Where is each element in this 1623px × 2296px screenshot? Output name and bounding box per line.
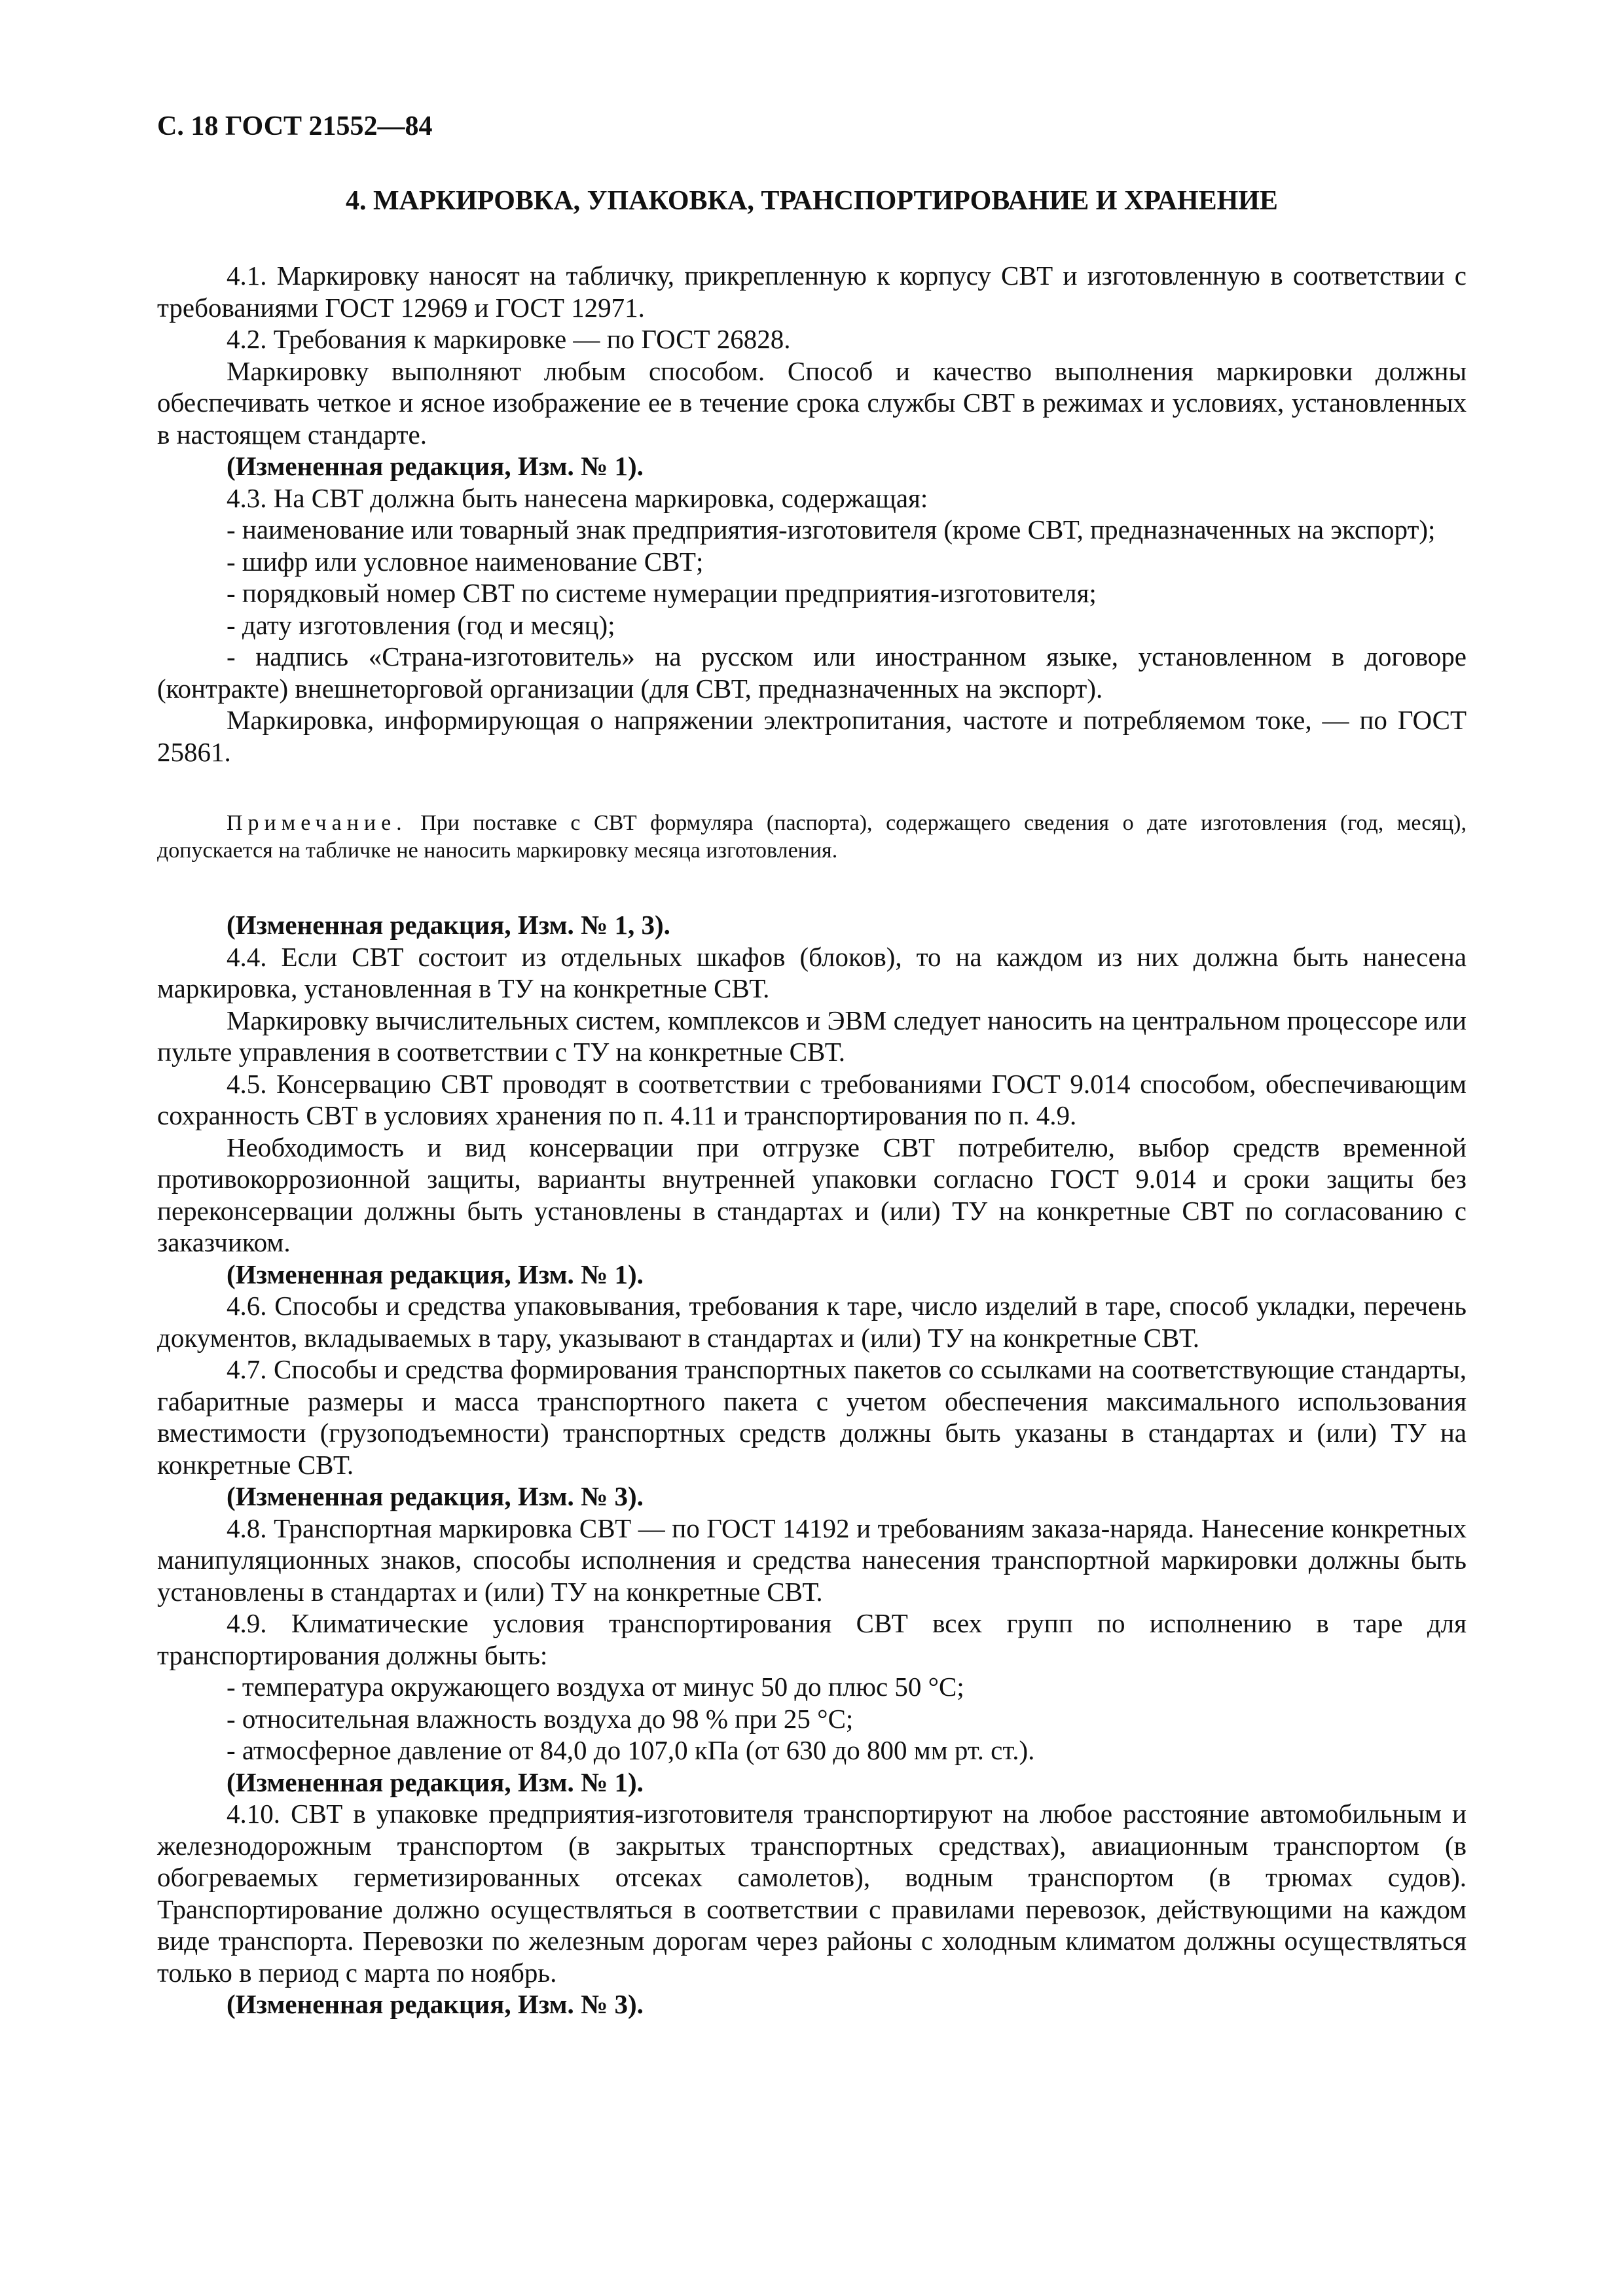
revision-note: (Измененная редакция, Изм. № 1, 3). xyxy=(227,910,670,940)
revision-note: (Измененная редакция, Изм. № 1). xyxy=(227,451,644,481)
list-item: - дату изготовления (год и месяц); xyxy=(227,609,615,640)
list-item: - шифр или условное наименование СВТ; xyxy=(227,546,704,577)
paragraph: 4.9. Климатические условия транспортирования СВТ всех групп по исполнению в таре для транспортирования должны быть: xyxy=(157,1608,1467,1670)
paragraph: Маркировка, информирующая о напряжении электропитания, частоте и потребляемом токе, — по ГОСТ 25861. xyxy=(157,705,1467,767)
paragraph: 4.6. Способы и средства упаковывания, требования к таре, число изделий в таре, способ укладки, перечень документов, вкладываемых в тару, указывают в стандартах и (или) ТУ на конкретные СВТ. xyxy=(157,1291,1467,1353)
list-item: - относительная влажность воздуха до 98 % при 25 °С; xyxy=(227,1703,854,1734)
revision-note: (Измененная редакция, Изм. № 1). xyxy=(227,1259,644,1289)
page-header: С. 18 ГОСТ 21552—84 xyxy=(157,111,433,141)
paragraph: 4.5. Консервацию СВТ проводят в соответствии с требованиями ГОСТ 9.014 способом, обеспечивающим сохранность СВТ в условиях хранения по п. 4.11 и транспортирования по п. 4.9. xyxy=(157,1068,1467,1130)
paragraph: Маркировку вычислительных систем, комплексов и ЭВМ следует наносить на центральном процессоре или пульте управления в соответствии с ТУ на конкретные СВТ. xyxy=(157,1005,1467,1067)
paragraph: Маркировку выполняют любым способом. Способ и качество выполнения маркировки должны обеспечивать четкое и ясное изображение ее в течение срока службы СВТ в режимах и условиях, установленных в настоящем стандарте. xyxy=(157,355,1467,450)
document-page xyxy=(157,108,1467,2020)
list-item: - наименование или товарный знак предприятия-изготовителя (кроме СВТ, предназначенных на экспорт); xyxy=(227,514,1436,545)
paragraph: 4.10. СВТ в упаковке предприятия-изготовителя транспортируют на любое расстояние автомобильным и железнодорожным транспортом (в закрытых транспортных средствах), авиационным транспортом (в обогреваемых герметизированных отсеках самолетов), водным транспортом (в трюмах судов). Транспортирование должно осуществляться в соответствии с правилами перевозок, действующими на каждом виде транспорта. Перевозки по железным дорогам через районы с холодным климатом должны осуществляться только в период с марта по ноябрь. xyxy=(157,1799,1467,1988)
section-body-after-note xyxy=(157,909,1467,2020)
paragraph: 4.3. На СВТ должна быть нанесена маркировка, содержащая: xyxy=(227,482,928,513)
list-item: - надпись «Страна-изготовитель» на русском или иностранном языке, установленном в договоре (контракте) внешнеторговой организации (для СВТ, предназначенных на экспорт). xyxy=(157,641,1467,704)
paragraph: 4.4. Если СВТ состоит из отдельных шкафов (блоков), то на каждом из них должна быть нанесена маркировка, установленная в ТУ на конкретные СВТ. xyxy=(157,941,1467,1003)
paragraph: 4.7. Способы и средства формирования транспортных пакетов со ссылками на соответствующие стандарты, габаритные размеры и масса транспортного пакета с учетом обеспечения максимального использования вместимости (грузоподъемности) транспортных средств должны быть указаны в стандартах и (или) ТУ на конкретные СВТ. xyxy=(157,1354,1467,1480)
revision-note: (Измененная редакция, Изм. № 3). xyxy=(227,1989,644,2019)
section-title: 4. МАРКИРОВКА, УПАКОВКА, ТРАНСПОРТИРОВАНИЕ И ХРАНЕНИЕ xyxy=(346,186,1278,216)
paragraph: 4.8. Транспортная маркировка СВТ — по ГОСТ 14192 и требованиям заказа-наряда. Нанесение конкретных манипуляционных знаков, способы исполнения и средства нанесения транспортной маркировки должны быть установлены в стандартах и (или) ТУ на конкретные СВТ. xyxy=(157,1513,1467,1607)
note-text: При поставке с СВТ формуляра (паспорта), содержащего сведения о дате изготовления (год, месяц), допускается на табличке не наносить маркировку месяца изготовления. xyxy=(157,811,1467,863)
note xyxy=(157,810,1467,865)
list-item: - атмосферное давление от 84,0 до 107,0 кПа (от 630 до 800 мм рт. ст.). xyxy=(227,1735,1035,1765)
list-item: - температура окружающего воздуха от минус 50 до плюс 50 °С; xyxy=(227,1672,964,1702)
revision-note: (Измененная редакция, Изм. № 3). xyxy=(227,1481,644,1511)
paragraph: Необходимость и вид консервации при отгрузке СВТ потребителю, выбор средств временной противокоррозионной защиты, варианты внутренней упаковки согласно ГОСТ 9.014 и сроки защиты без переконсервации должны быть установлены в стандартах и (или) ТУ на конкретные СВТ по согласованию с заказчиком. xyxy=(157,1132,1467,1257)
section-body-before-note xyxy=(157,260,1467,768)
paragraph: 4.2. Требования к маркировке — по ГОСТ 26828. xyxy=(227,324,791,354)
list-item: - порядковый номер СВТ по системе нумерации предприятия-изготовителя; xyxy=(227,578,1097,608)
revision-note: (Измененная редакция, Изм. № 1). xyxy=(227,1767,644,1797)
note-label: Примечание. xyxy=(227,811,407,835)
paragraph: 4.1. Маркировку наносят на табличку, прикрепленную к корпусу СВТ и изготовленную в соответствии с требованиями ГОСТ 12969 и ГОСТ 12971. xyxy=(157,260,1467,323)
